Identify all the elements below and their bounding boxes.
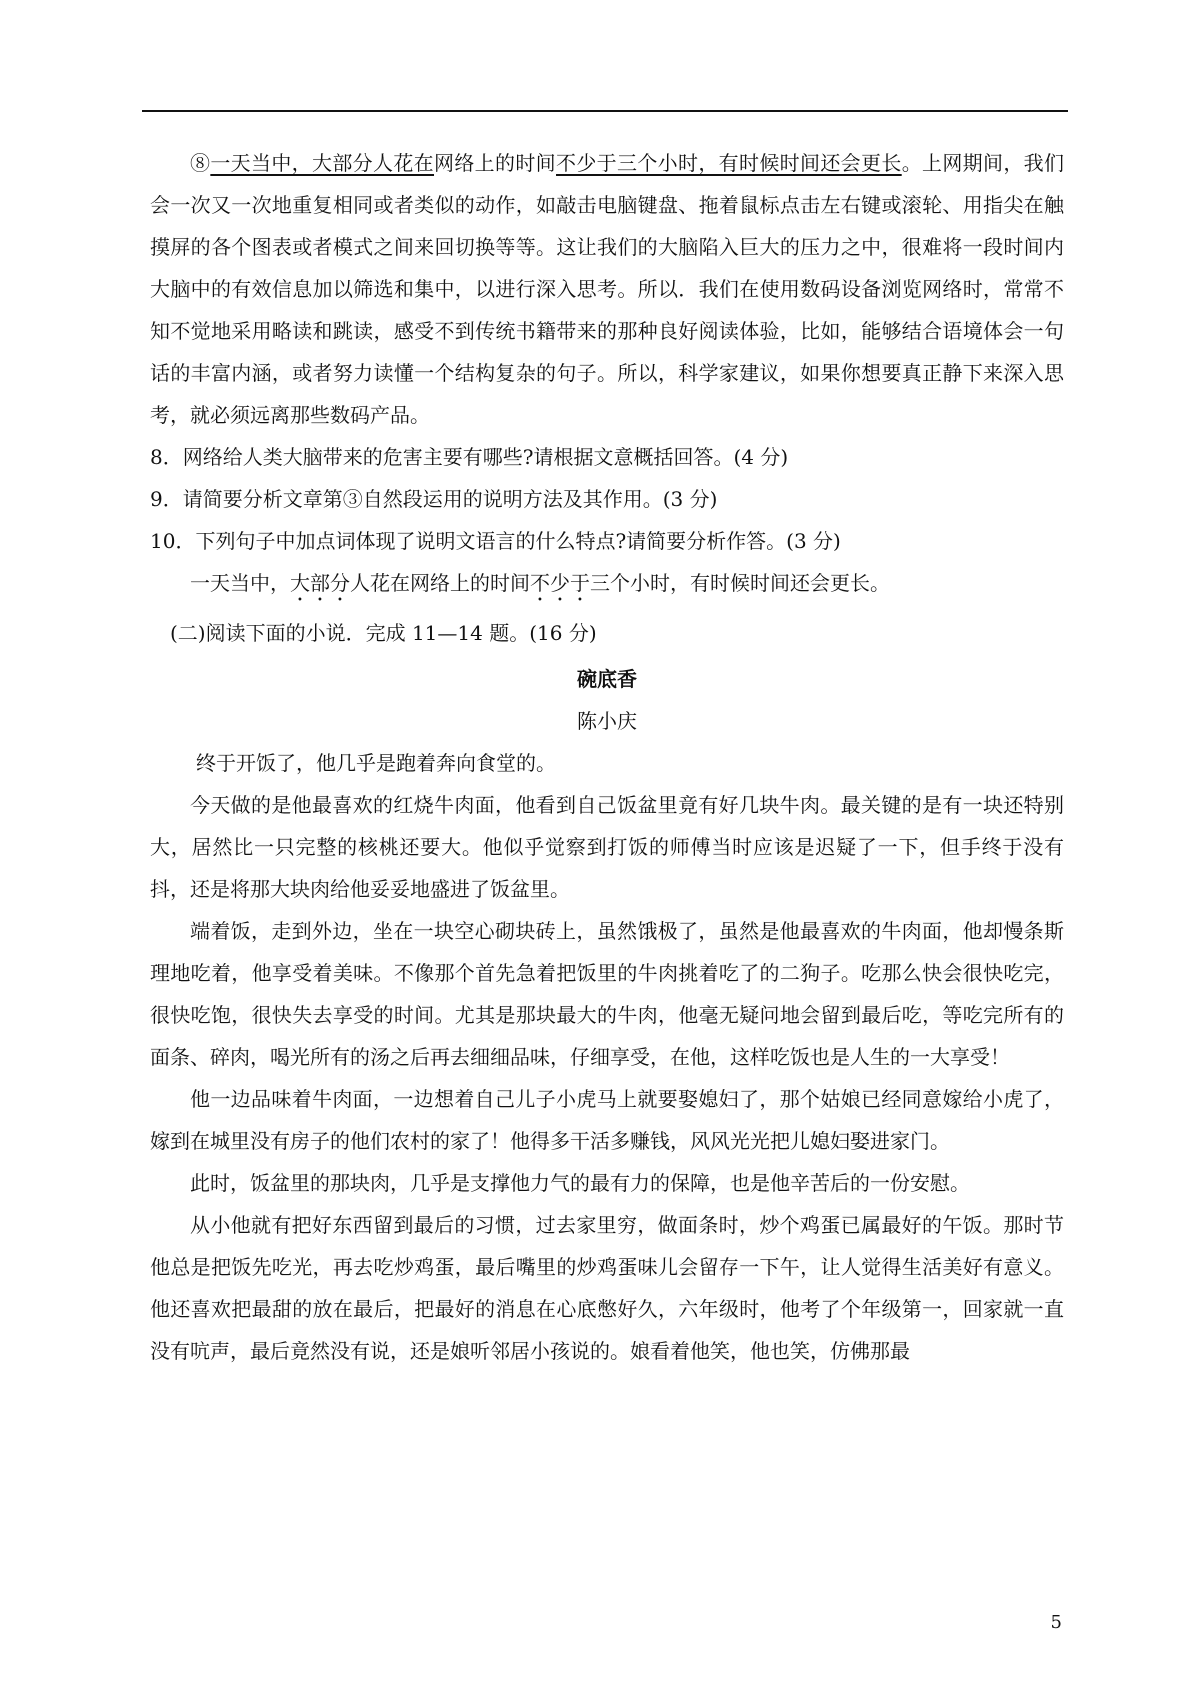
underlined-text-2: 不少于三个小时，有时候时间还会更长 [556, 151, 902, 175]
paragraph-8 [150, 142, 1064, 436]
story-paragraph-3: 端着饭，走到外边，坐在一块空心砌块砖上，虽然饿极了，虽然是他最喜欢的牛肉面，他却慢条斯理地吃着，他享受着美味。不像那个首先急着把饭里的牛肉挑着吃了的二狗子。吃那么快会很快吃完，很快吃饱，很快失去享受的时间。尤其是那块最大的牛肉，他毫无疑问地会留到最后吃，等吃完所有的面条、碎肉，喝光所有的汤之后再去细细品味，仔细享受，在他，这样吃饭也是人生的一大享受！ [150, 919, 1064, 1069]
story-paragraph-1: 终于开饭了，他几乎是跑着奔向食堂的。 [196, 751, 556, 775]
page-content [150, 142, 1064, 1372]
sentence-part: 一天当中， [190, 571, 290, 595]
section-heading: (二)阅读下面的小说．完成 11—14 题。(16 分) [170, 621, 597, 645]
story-paragraph-5: 此时，饭盆里的那块肉，几乎是支撑他力气的最有力的保障，也是他辛苦后的一份安慰。 [190, 1171, 970, 1195]
story-author: 陈小庆 [577, 709, 637, 733]
story-paragraph-6: 从小他就有把好东西留到最后的习惯，过去家里穷，做面条时，炒个鸡蛋已属最好的午饭。那时节他总是把饭先吃光，再去吃炒鸡蛋，最后嘴里的炒鸡蛋味儿会留存一下午，让人觉得生活美好有意义。他还喜欢把最甜的放在最后，把最好的消息在心底憋好久，六年级时，他考了个年级第一，回家就一直没有吭声，最后竟然没有说，还是娘听邻居小孩说的。娘看着他笑，他也笑，仿佛那最 [150, 1213, 1064, 1363]
story-paragraph-4: 他一边品味着牛肉面，一边想着自己儿子小虎马上就要娶媳妇了，那个姑娘已经同意嫁给小虎了，嫁到在城里没有房子的他们农村的家了！他得多干活多赚钱，风风光光把儿媳妇娶进家门。 [150, 1087, 1064, 1153]
question-9: 9．请简要分析文章第③自然段运用的说明方法及其作用。(3 分) [150, 487, 718, 511]
story-title: 碗底香 [577, 667, 637, 691]
emphasized-word: 大部分 [290, 571, 350, 595]
sentence-part: 人花在网络上的时间 [350, 571, 530, 595]
story-paragraph-2: 今天做的是他最喜欢的红烧牛肉面，他看到自己饭盆里竟有好几块牛肉。最关键的是有一块还特别大，居然比一只完整的核桃还要大。他似乎觉察到打饭的师傅当时应该是迟疑了一下，但手终于没有抖，还是将那大块肉给他妥妥地盛进了饭盆里。 [150, 793, 1064, 901]
emphasized-word: 不少于 [530, 571, 590, 595]
page-number: 5 [1050, 1612, 1062, 1633]
paragraph-number: ⑧ [190, 151, 211, 175]
sentence-part: 三个小时，有时候时间还会更长。 [590, 571, 890, 595]
dotted-sentence [150, 562, 1064, 606]
header-rule [142, 110, 1068, 112]
paragraph-text: 网络上的时间 [434, 151, 557, 175]
underlined-text-1: 一天当中，大部分人花在 [210, 151, 435, 175]
question-8: 8．网络给人类大脑带来的危害主要有哪些?请根据文意概括回答。(4 分) [150, 445, 789, 469]
question-10: 10．下列句子中加点词体现了说明文语言的什么特点?请简要分析作答。(3 分) [150, 529, 841, 553]
paragraph-text: 。上网期间，我们会一次又一次地重复相同或者类似的动作，如敲击电脑键盘、拖着鼠标点击左右键或滚轮、用指尖在触摸屏的各个图表或者模式之间来回切换等等。这让我们的大脑陷入巨大的压力之中，很难将一段时间内大脑中的有效信息加以筛选和集中，以进行深入思考。所以．我们在使用数码设备浏览网络时，常常不知不觉地采用略读和跳读，感受不到传统书籍带来的那种良好阅读体验，比如，能够结合语境体会一句话的丰富内涵，或者努力读懂一个结构复杂的句子。所以，科学家建议，如果你想要真正静下来深入思考，就必须远离那些数码产品。 [150, 151, 1065, 427]
